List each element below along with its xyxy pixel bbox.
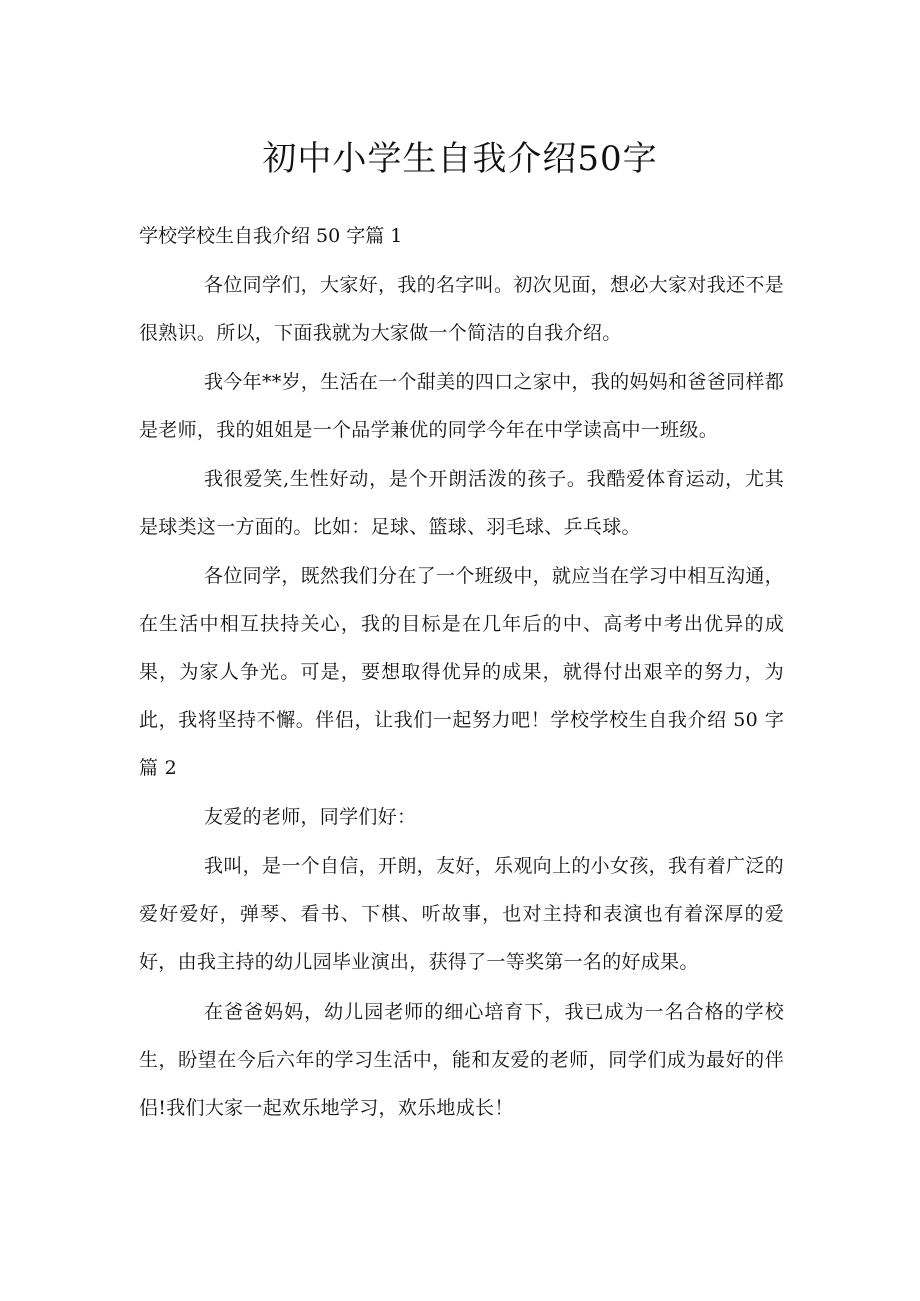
paragraph: 各位同学，既然我们分在了一个班级中，就应当在学习中相互沟通，在生活中相互扶持关心，我的目标是在几年后的中、高考中考出优异的成果，为家人争光。可是，要想取得优异的成果，就得付出艰辛的努力，为此，我将坚持不懈。伴侣，让我们一起努力吧！学校学校生自我介绍 50 字篇 2 [139, 565, 784, 779]
paragraph: 我今年**岁，生活在一个甜美的四口之家中，我的妈妈和爸爸同样都是老师，我的姐姐是一个品学兼优的同学今年在中学读高中一班级。 [139, 371, 784, 441]
document-title: 初中小学生自我介绍50字 [262, 139, 658, 179]
paragraph: 我叫，是一个自信，开朗，友好，乐观向上的小女孩，我有着广泛的爱好爱好，弹琴、看书、下棋、听故事，也对主持和表演也有着深厚的爱好，由我主持的幼儿园毕业演出，获得了一等奖第一名的好成果。 [139, 855, 784, 973]
paragraph: 友爱的老师，同学们好： [204, 806, 417, 828]
paragraph: 我很爱笑,生性好动，是个开朗活泼的孩子。我酷爱体育运动，尤其是球类这一方面的。比如：足球、篮球、羽毛球、乒乓球。 [139, 468, 784, 538]
paragraph: 各位同学们，大家好，我的名字叫。初次见面，想必大家对我还不是很熟识。所以，下面我就为大家做一个简洁的自我介绍。 [139, 274, 784, 344]
section-heading: 学校学校生自我介绍 50 字篇 1 [139, 225, 403, 247]
paragraph: 在爸爸妈妈，幼儿园老师的细心培育下，我已成为一名合格的学校生，盼望在今后六年的学习生活中，能和友爱的老师，同学们成为最好的伴侣!我们大家一起欢乐地学习，欢乐地成长！ [139, 1001, 784, 1119]
